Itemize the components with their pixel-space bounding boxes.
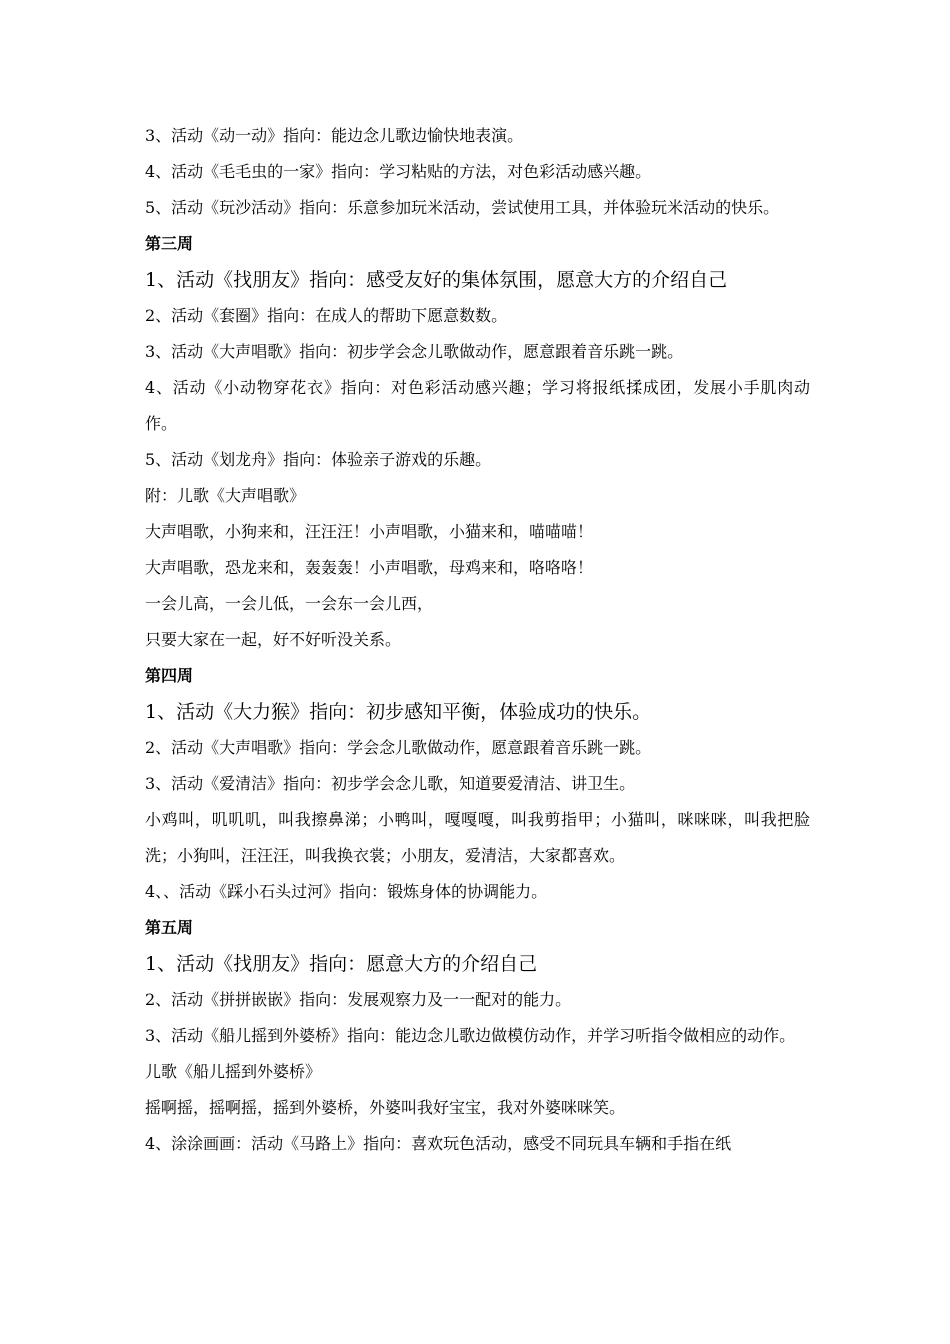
text-line: 大声唱歌，恐龙来和，轰轰轰！小声唱歌，母鸡来和，咯咯咯！ bbox=[145, 558, 594, 577]
text-line: 1、活动《找朋友》指向：愿意大方的介绍自己 bbox=[145, 953, 538, 975]
text-line: 2、活动《拼拼嵌嵌》指向：发展观察力及一一配对的能力。 bbox=[145, 990, 572, 1009]
text-line: 2、活动《套圈》指向：在成人的帮助下愿意数数。 bbox=[145, 306, 508, 325]
text-paragraph: 小鸡叫，叽叽叽，叫我擦鼻涕；小鸭叫，嘎嘎嘎，叫我剪指甲；小猫叫，咪咪咪，叫我把脸洗；小狗叫，汪汪汪，叫我换衣裳；小朋友，爱清洁，大家都喜欢。 bbox=[145, 810, 810, 865]
text-line: 附：儿歌《大声唱歌》 bbox=[145, 486, 306, 505]
text-line: 一会儿高，一会儿低，一会东一会儿西， bbox=[145, 594, 434, 613]
text-paragraph: 5、活动《玩沙活动》指向：乐意参加玩米活动，尝试使用工具，并体验玩米活动的快乐。 bbox=[145, 198, 780, 217]
section-heading: 第四周 bbox=[145, 666, 194, 685]
section-heading: 第五周 bbox=[145, 918, 194, 937]
text-line: 3、活动《动一动》指向：能边念儿歌边愉快地表演。 bbox=[145, 126, 524, 145]
text-line: 4、、活动《踩小石头过河》指向：锻炼身体的协调能力。 bbox=[145, 882, 548, 901]
text-line: 儿歌《船儿摇到外婆桥》 bbox=[145, 1062, 322, 1081]
text-paragraph: 3、活动《船儿摇到外婆桥》指向：能边念儿歌边做模仿动作，并学习听指令做相应的动作。 bbox=[145, 1026, 796, 1045]
text-line: 1、活动《找朋友》指向：感受友好的集体氛围，愿意大方的介绍自己 bbox=[145, 269, 728, 291]
document-page bbox=[145, 118, 810, 1162]
section-heading: 第三周 bbox=[145, 234, 194, 253]
text-paragraph: 4、活动《小动物穿花衣》指向：对色彩活动感兴趣；学习将报纸揉成团，发展小手肌肉动作。 bbox=[145, 378, 810, 433]
text-line: 4、活动《毛毛虫的一家》指向：学习粘贴的方法，对色彩活动感兴趣。 bbox=[145, 162, 652, 181]
text-line: 3、活动《大声唱歌》指向：初步学会念儿歌做动作，愿意跟着音乐跳一跳。 bbox=[145, 342, 684, 361]
text-line: 2、活动《大声唱歌》指向：学会念儿歌做动作，愿意跟着音乐跳一跳。 bbox=[145, 738, 652, 757]
text-line: 5、活动《划龙舟》指向：体验亲子游戏的乐趣。 bbox=[145, 450, 492, 469]
text-line: 只要大家在一起，好不好听没关系。 bbox=[145, 630, 402, 649]
text-line: 大声唱歌，小狗来和，汪汪汪！小声唱歌，小猫来和，喵喵喵！ bbox=[145, 522, 594, 541]
text-line: 摇啊摇，摇啊摇，摇到外婆桥，外婆叫我好宝宝，我对外婆咪咪笑。 bbox=[145, 1098, 626, 1117]
text-line: 4、涂涂画画：活动《马路上》指向：喜欢玩色活动，感受不同玩具车辆和手指在纸 bbox=[145, 1134, 732, 1153]
text-line: 1、活动《大力猴》指向：初步感知平衡，体验成功的快乐。 bbox=[145, 701, 652, 723]
text-line: 3、活动《爱清洁》指向：初步学会念儿歌，知道要爱清洁、讲卫生。 bbox=[145, 774, 636, 793]
